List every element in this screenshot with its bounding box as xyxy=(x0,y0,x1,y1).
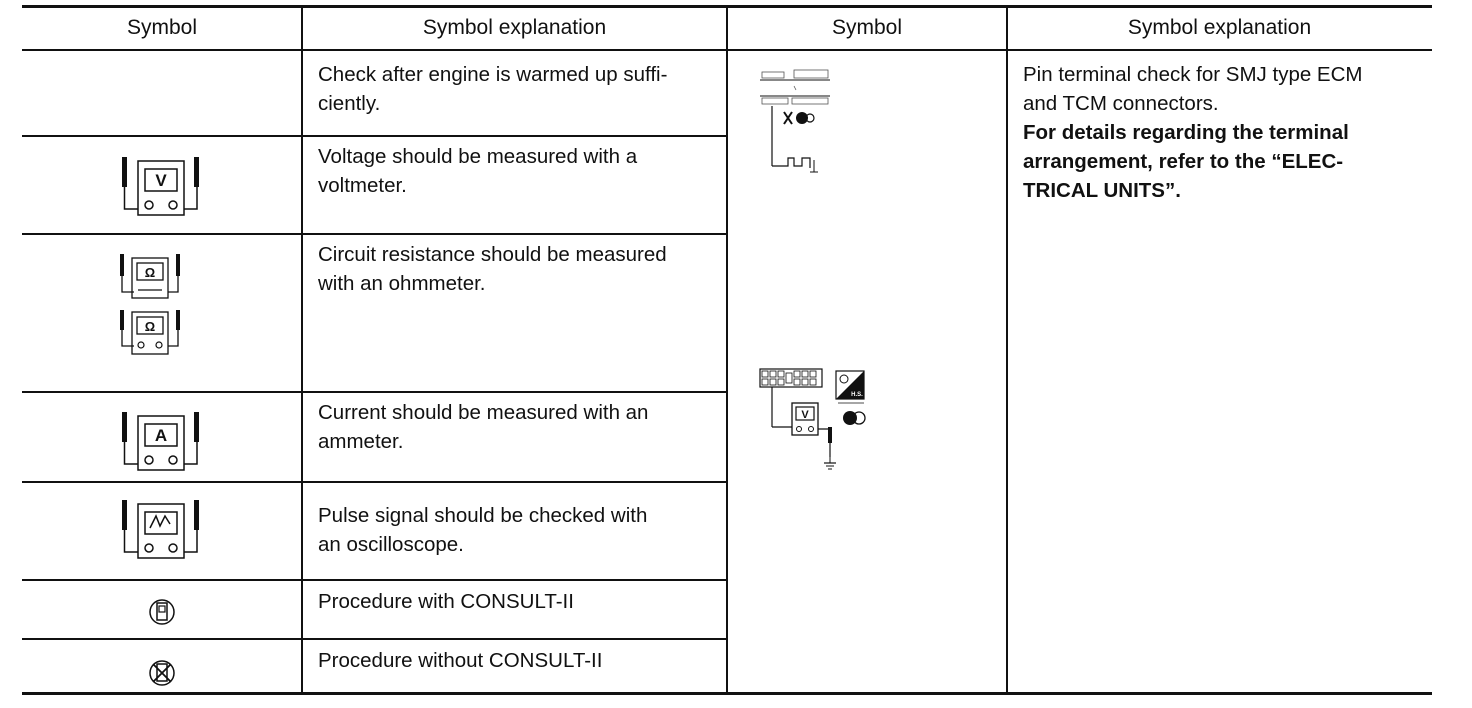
row-5-line-1: Pulse signal should be checked with xyxy=(318,504,648,527)
svg-text:V: V xyxy=(155,171,167,190)
row-1-line-2: ciently. xyxy=(318,92,381,115)
smj-connector-diagram-icon xyxy=(758,66,838,178)
row-2-explanation xyxy=(318,142,637,200)
row-7-explanation xyxy=(318,646,602,675)
row-divider xyxy=(22,135,727,137)
svg-text:A: A xyxy=(154,426,168,445)
right-bold-line-1: For details regarding the terminal xyxy=(1023,121,1349,144)
consult-ii-icon xyxy=(147,597,177,627)
header-divider xyxy=(22,49,1432,51)
row-divider xyxy=(22,638,727,640)
symbol-table xyxy=(22,5,1432,695)
row-3-line-1: Circuit resistance should be measured xyxy=(318,243,667,266)
row-5-line-2: an oscilloscope. xyxy=(318,533,464,556)
header-symbol-left: Symbol xyxy=(126,16,198,39)
svg-text:V: V xyxy=(801,409,809,421)
no-consult-ii-icon xyxy=(147,658,177,688)
smj-pin-terminal-check-icon xyxy=(758,365,868,475)
row-divider xyxy=(22,579,727,581)
row-4-line-1: Current should be measured with an xyxy=(318,401,649,424)
voltmeter-icon xyxy=(120,153,204,217)
row-divider xyxy=(22,391,727,393)
row-6-line-1: Procedure with CONSULT-II xyxy=(318,590,574,613)
row-3-explanation xyxy=(318,240,667,298)
svg-text:Ω: Ω xyxy=(144,319,156,334)
ammeter-icon xyxy=(120,408,204,472)
row-4-line-2: ammeter. xyxy=(318,430,404,453)
row-6-explanation xyxy=(318,587,574,616)
row-7-line-1: Procedure without CONSULT-II xyxy=(318,649,603,672)
ohmmeter-icon xyxy=(118,248,184,358)
header-explanation-left: Symbol explanation xyxy=(422,16,607,39)
row-2-line-1: Voltage should be measured with a xyxy=(318,145,638,168)
row-divider xyxy=(22,481,727,483)
right-explanation xyxy=(1023,60,1363,205)
svg-text:Ω: Ω xyxy=(144,265,156,280)
row-5-explanation xyxy=(318,501,647,559)
oscilloscope-icon xyxy=(120,496,204,560)
row-1-line-1: Check after engine is warmed up suffi- xyxy=(318,63,668,86)
row-2-line-2: voltmeter. xyxy=(318,174,407,197)
right-bold-line-2: arrangement, refer to the “ELEC- xyxy=(1023,150,1344,173)
row-1-explanation xyxy=(318,60,667,118)
column-divider xyxy=(726,8,728,692)
header-explanation-right: Symbol explanation xyxy=(1127,16,1312,39)
header-symbol-right: Symbol xyxy=(831,16,903,39)
right-line-2: and TCM connectors. xyxy=(1023,92,1219,115)
row-4-explanation xyxy=(318,398,648,456)
right-line-1: Pin terminal check for SMJ type ECM xyxy=(1023,63,1363,86)
right-bold-line-3: TRICAL UNITS”. xyxy=(1023,179,1181,202)
column-divider xyxy=(301,8,303,692)
row-divider xyxy=(22,233,727,235)
svg-text:H.S.: H.S. xyxy=(851,392,863,398)
row-3-line-2: with an ohmmeter. xyxy=(318,272,486,295)
column-divider xyxy=(1006,8,1008,692)
